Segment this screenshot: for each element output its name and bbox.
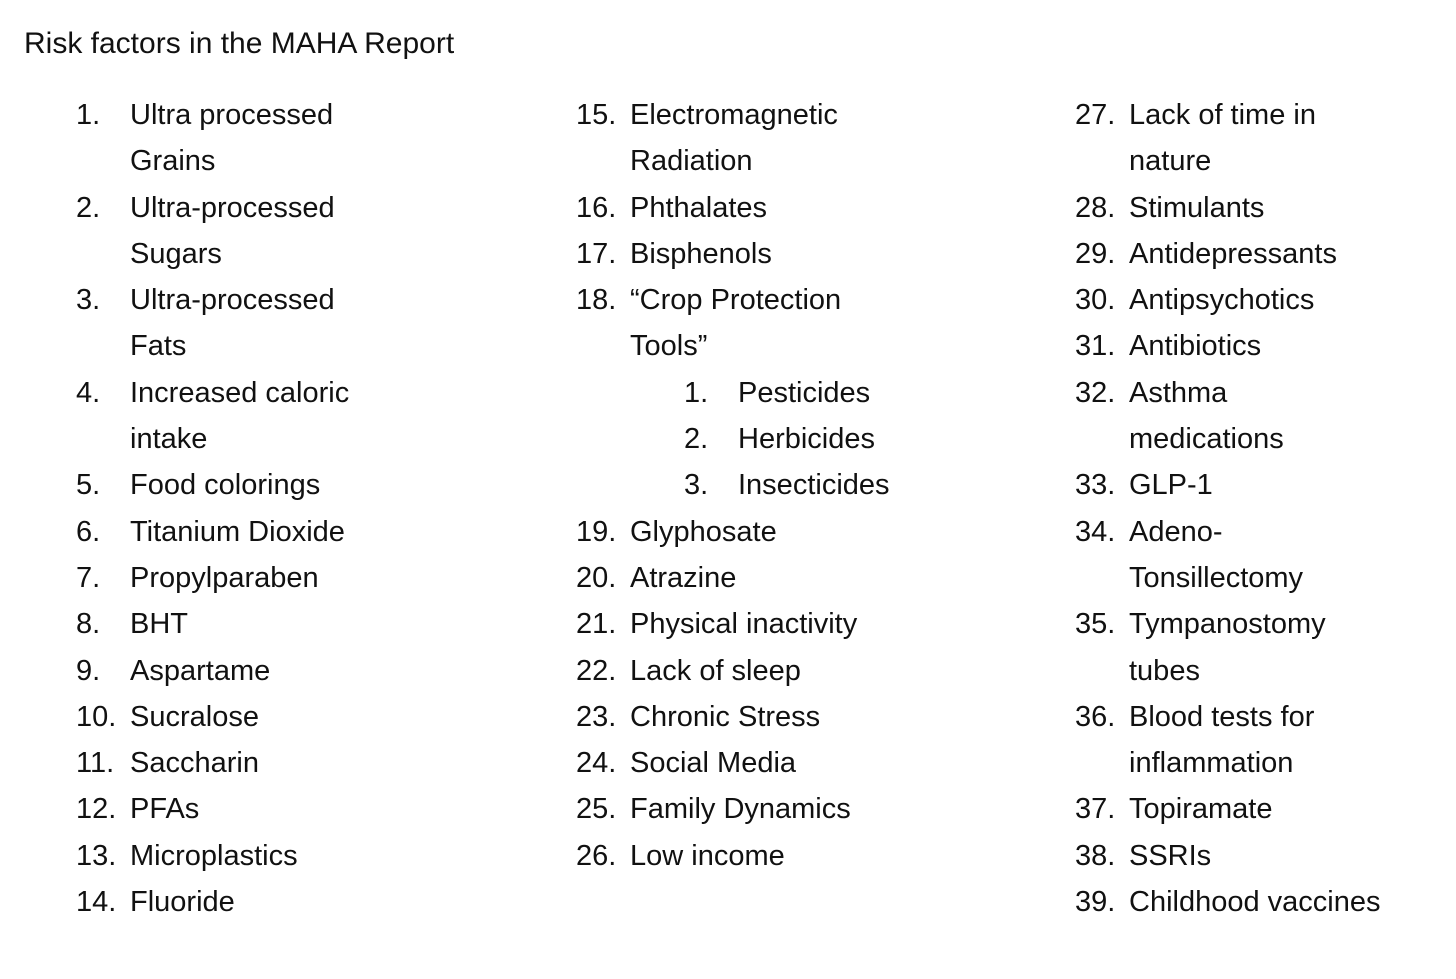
list-item-label: Increased caloric intake — [130, 376, 350, 456]
list-item-number: 6. — [76, 515, 101, 548]
list-item-number: 35. — [1075, 608, 1116, 641]
list-item — [576, 648, 1036, 694]
list-item-number: 32. — [1075, 376, 1116, 409]
list-item-label: Pesticides — [738, 376, 871, 409]
list-item — [1075, 277, 1445, 323]
list-item — [76, 786, 496, 832]
list-item — [1075, 92, 1445, 185]
list-item-number: 37. — [1075, 793, 1116, 826]
list-item-number: 23. — [576, 700, 617, 733]
list-item — [576, 601, 1036, 647]
list-item-label: Blood tests for inflammation — [1129, 700, 1315, 780]
list-item-number: 13. — [76, 839, 117, 872]
list-item-number: 24. — [576, 747, 617, 780]
list-item-label: PFAs — [130, 793, 200, 826]
list-item-number: 16. — [576, 191, 617, 224]
list-item — [1075, 786, 1445, 832]
list-item-label: Chronic Stress — [630, 700, 821, 733]
list-item-label: Atrazine — [630, 561, 737, 594]
list-item — [576, 185, 1036, 231]
list-item-label: Herbicides — [738, 423, 875, 456]
list-item — [1075, 370, 1445, 463]
list-item-label: Stimulants — [1129, 191, 1265, 224]
list-item-label: Aspartame — [130, 654, 271, 687]
list-item-label: Antidepressants — [1129, 237, 1337, 270]
list-item-label: Phthalates — [630, 191, 768, 224]
list-item — [576, 555, 1036, 601]
list-item-label: Lack of sleep — [630, 654, 801, 687]
list-item-number: 39. — [1075, 886, 1116, 919]
list-item — [1075, 879, 1445, 925]
risk-factor-list-column-1 — [76, 92, 496, 925]
list-item-label: Sucralose — [130, 700, 259, 733]
list-item-number: 20. — [576, 561, 617, 594]
list-item-label: SSRIs — [1129, 839, 1212, 872]
list-item-number: 27. — [1075, 99, 1116, 131]
list-item-label: Family Dynamics — [630, 793, 851, 826]
page-title: Risk factors in the MAHA Report — [24, 27, 455, 60]
list-item-number: 21. — [576, 608, 617, 641]
list-item-label: Physical inactivity — [630, 608, 858, 641]
list-item — [76, 462, 496, 508]
list-item — [76, 601, 496, 647]
list-item-number: 19. — [576, 515, 617, 548]
list-item-number: 28. — [1075, 191, 1116, 224]
list-item-number: 17. — [576, 237, 617, 270]
list-item — [576, 786, 1036, 832]
list-item-number: 31. — [1075, 330, 1116, 363]
list-item-label: Ultra-processed Sugars — [130, 191, 335, 270]
list-item-number: 2. — [684, 423, 709, 456]
list-item-label: Social Media — [630, 747, 797, 780]
list-item-number: 1. — [76, 99, 101, 131]
list-item-label: Titanium Dioxide — [130, 515, 345, 548]
list-item-label: Propylparaben — [130, 561, 319, 594]
list-item — [76, 740, 496, 786]
list-item-number: 5. — [76, 469, 101, 502]
list-item-label: BHT — [130, 608, 188, 641]
list-item-number: 25. — [576, 793, 617, 826]
list-item-number: 1. — [684, 376, 709, 409]
list-item-number: 8. — [76, 608, 101, 641]
list-item-number: 26. — [576, 839, 617, 872]
list-item — [76, 833, 496, 879]
list-item — [1075, 509, 1445, 602]
list-item-number: 2. — [76, 191, 101, 224]
sub-list-item — [684, 462, 1036, 508]
risk-factor-list-column-3 — [1075, 92, 1445, 925]
list-item-label: Tympanostomy tubes — [1129, 608, 1326, 687]
list-item-label: Ultra-processed Fats — [130, 284, 335, 363]
list-item-number: 4. — [76, 376, 101, 409]
list-item-label: Antibiotics — [1129, 330, 1262, 363]
list-item — [1075, 833, 1445, 879]
list-item — [576, 277, 1036, 370]
risk-factor-list-column-2 — [576, 92, 1036, 879]
sub-list-item — [684, 370, 1036, 416]
list-item-label: Childhood vaccines — [1129, 886, 1381, 919]
list-item — [576, 833, 1036, 879]
list-item-label: Asthma medications — [1129, 376, 1284, 456]
list-item — [76, 185, 496, 278]
list-item-number: 29. — [1075, 237, 1116, 270]
list-item-label: Electromagnetic Radiation — [630, 99, 838, 178]
list-item — [76, 92, 496, 185]
list-item-number: 34. — [1075, 515, 1116, 548]
list-item-number: 22. — [576, 654, 617, 687]
list-item — [1075, 601, 1445, 694]
list-item-number: 38. — [1075, 839, 1116, 872]
list-item — [76, 694, 496, 740]
list-item-number: 30. — [1075, 284, 1116, 317]
sub-list-item — [684, 416, 1036, 462]
list-item-label: Antipsychotics — [1129, 284, 1315, 317]
list-item-label: Low income — [630, 839, 785, 872]
list-item-number: 33. — [1075, 469, 1116, 502]
list-item — [1075, 694, 1445, 787]
list-item — [76, 277, 496, 370]
list-item — [1075, 185, 1445, 231]
list-item-number: 9. — [76, 654, 101, 687]
list-item-label: Saccharin — [130, 747, 259, 780]
list-item-label: Microplastics — [130, 839, 298, 872]
list-item — [76, 555, 496, 601]
list-item-label: Topiramate — [1129, 793, 1273, 826]
list-item-number: 11. — [76, 747, 115, 780]
list-item — [76, 370, 496, 463]
list-item-number: 12. — [76, 793, 117, 826]
list-item-label: Adeno- Tonsillectomy — [1129, 515, 1304, 594]
list-item-number: 15. — [576, 99, 617, 131]
list-item — [1075, 323, 1445, 369]
list-item-label: GLP-1 — [1129, 469, 1213, 502]
list-item-label: Lack of time in nature — [1129, 99, 1316, 178]
list-item — [1075, 231, 1445, 277]
list-item-label: Bisphenols — [630, 237, 772, 270]
list-item-number: 18. — [576, 284, 617, 317]
list-item — [576, 740, 1036, 786]
list-item-label: Fluoride — [130, 886, 235, 919]
list-item — [576, 694, 1036, 740]
list-item — [76, 509, 496, 555]
list-item — [1075, 462, 1445, 508]
list-item — [576, 509, 1036, 555]
list-item-label: Ultra processed Grains — [130, 99, 334, 178]
list-item — [576, 92, 1036, 185]
list-item — [576, 231, 1036, 277]
list-item — [76, 648, 496, 694]
list-item-number: 7. — [76, 561, 101, 594]
list-item-number: 3. — [76, 284, 101, 317]
list-item-label: Glyphosate — [630, 515, 777, 548]
list-item-number: 3. — [684, 469, 709, 502]
list-item-label: Insecticides — [738, 469, 890, 502]
list-item-number: 14. — [76, 886, 117, 919]
list-item-number: 36. — [1075, 700, 1116, 733]
list-item-label: “Crop Protection Tools” — [630, 284, 842, 363]
list-item-number: 10. — [76, 700, 117, 733]
list-item — [76, 879, 496, 925]
list-item-label: Food colorings — [130, 469, 321, 502]
